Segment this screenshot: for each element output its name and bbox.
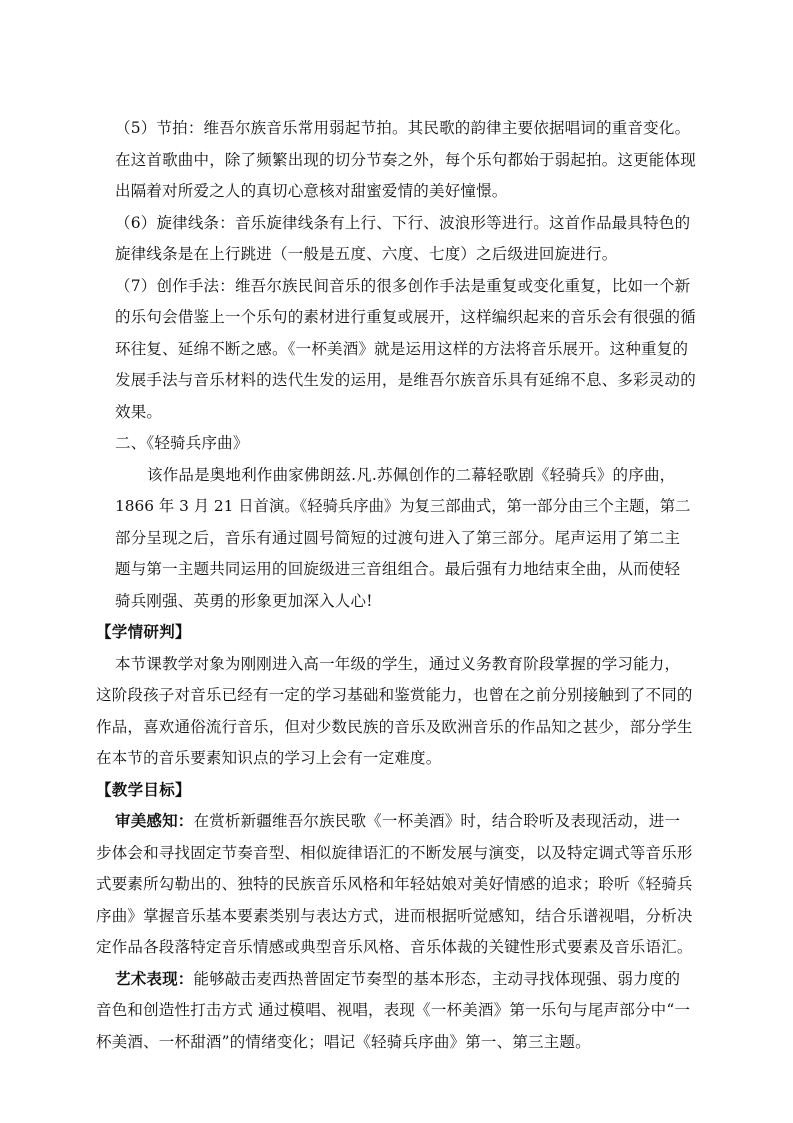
item7-line-5: 效果。 [115, 403, 163, 421]
students-para-line-3: 作品，喜欢通俗流行音乐，但对少数民族的音乐及欧洲音乐的作品知之甚少，部分学生 [96, 718, 693, 736]
item7-line-4: 发展手法与音乐材料的迭代生发的运用，是维吾尔族音乐具有延绵不息、多彩灵动的 [115, 371, 696, 389]
cavalry-para-line-5: 骑兵刚强、英勇的形象更加深入人心! [115, 592, 373, 610]
artistic-line-3: 杯美酒、一杯甜酒”的情绪变化；唱记《轻骑兵序曲》第一、第三主题。 [96, 1033, 591, 1051]
aesthetic-line-2: 步体会和寻找固定节奏音型、相似旋律语汇的不断发展与演变，以及特定调式等音乐形 [96, 844, 693, 862]
students-para-line-1: 本节课教学对象为刚刚进入高一年级的学生，通过义务教育阶段掌握的学习能力， [115, 655, 681, 673]
aesthetic-line-3: 式要素所勾勒出的、独特的民族音乐风格和年轻姑娘对美好情感的追求；聆听《轻骑兵 [96, 875, 693, 893]
artistic-first-text: 能够敲击麦西热普固定节奏型的基本形态，主动寻找体现强、弱力度的 [193, 970, 681, 988]
artistic-label: 艺术表现： [115, 969, 194, 988]
item5-line-3: 出隔着对所爱之人的真切心意核对甜蜜爱情的美好憧憬。 [115, 182, 508, 200]
item6-line-2: 旋律线条是在上行跳进（一般是五度、六度、七度）之后级进回旋进行。 [115, 245, 618, 263]
item7-line-3: 环往复、延绵不断之感。《一杯美酒》就是运用这样的方法将音乐展开。这种重复的 [115, 340, 689, 358]
aesthetic-line-5: 定作品各段落特定音乐情感或典型音乐风格、音乐体裁的关键性形式要素及音乐语汇。 [96, 938, 693, 956]
cavalry-section-title: 二、《轻骑兵序曲》 [115, 434, 249, 452]
students-heading: 【学情研判】 [96, 622, 191, 641]
artistic-first-line [115, 969, 680, 989]
cavalry-para-line-1: 该作品是奥地利作曲家佛朗兹.凡.苏佩创作的二幕轻歌剧《轻骑兵》的序曲， [147, 466, 676, 484]
item7-line-2: 的乐句会借鉴上一个乐句的素材进行重复或展开，这样编织起来的音乐会有很强的循 [115, 308, 696, 326]
cavalry-para-line-4: 题与第一主题共同运用的回旋级进三音组组合。最后强有力地结束全曲，从而使轻 [115, 560, 681, 578]
item7-line-1: （7）创作手法：维吾尔族民间音乐的很多创作手法是重复或变化重复，比如一个新 [115, 277, 691, 295]
cavalry-para-line-2: 1866 年 3 月 21 日首演。《轻骑兵序曲》为复三部曲式，第一部分由三个主题，第二 [115, 497, 691, 515]
students-para-line-4: 在本节的音乐要素知识点的学习上会有一定难度。 [96, 749, 442, 767]
aesthetic-line-4: 序曲》掌握音乐基本要素类别与表达方式，进而根据听觉感知，结合乐谱视唱，分析决 [96, 907, 693, 925]
item5-line-2: 在这首歌曲中，除了频繁出现的切分节奏之外，每个乐句都始于弱起拍。这更能体现 [115, 151, 696, 169]
aesthetic-first-text: 在赏析新疆维吾尔族民歌《一杯美酒》时，结合聆听及表现活动，进一 [193, 812, 681, 830]
aesthetic-label: 审美感知： [115, 811, 194, 830]
item6-line-1: （6）旋律线条：音乐旋律线条有上行、下行、波浪形等进行。这首作品最具特色的 [115, 214, 691, 232]
cavalry-para-line-3: 部分呈现之后，音乐有通过圆号简短的过渡句进入了第三部分。尾声运用了第二主 [115, 529, 681, 547]
item5-line-1: （5）节拍：维吾尔族音乐常用弱起节拍。其民歌的韵律主要依据唱词的重音变化。 [115, 119, 691, 137]
artistic-line-2: 音色和创造性打击方式 通过模唱、视唱，表现《一杯美酒》第一乐句与尾声部分中“一 [96, 1001, 691, 1019]
students-para-line-2: 这阶段孩子对音乐已经有一定的学习基础和鉴赏能力，也曾在之前分别接触到了不同的 [96, 686, 693, 704]
aesthetic-first-line [115, 811, 680, 831]
goals-heading: 【教学目标】 [96, 780, 191, 799]
